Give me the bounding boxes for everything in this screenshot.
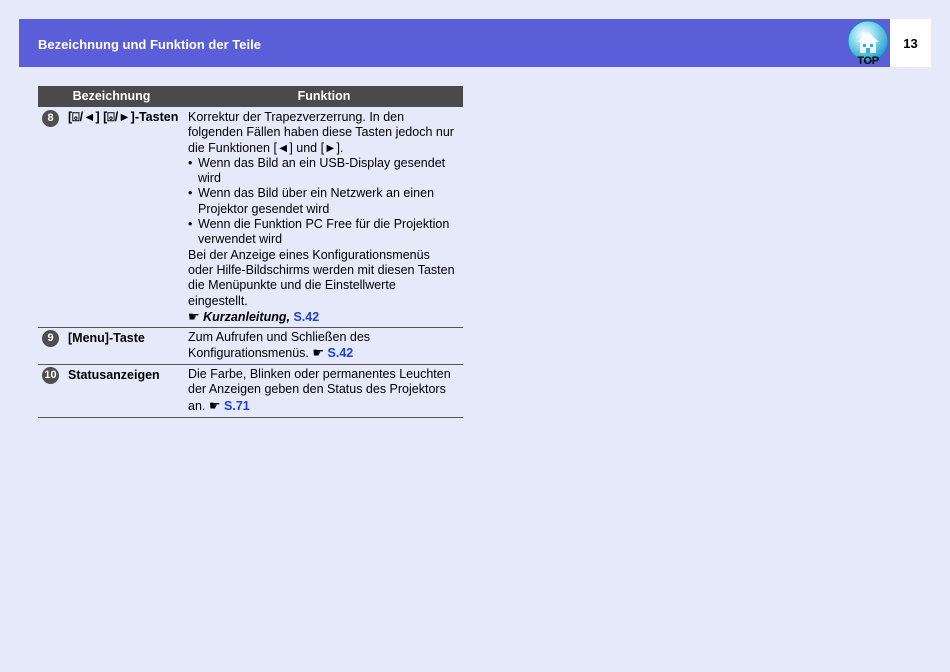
bullet-item: • Wenn das Bild an ein USB-Display gesendet wird (188, 156, 457, 187)
item-name: Statusanzeigen (68, 368, 160, 382)
pointing-hand-icon: ☛ (188, 308, 200, 324)
page-number-box (890, 19, 931, 67)
item-function (188, 328, 463, 362)
function-text (188, 367, 457, 414)
item-function (188, 365, 463, 414)
function-intro: Korrektur der Trapezverzerrung. In den folgenden Fällen haben diese Tasten jedoch nur die Funktionen [◄] und [►]. (188, 110, 454, 155)
item-name: [Menu]-Taste (68, 331, 145, 345)
pointing-hand-icon: ☛ (312, 345, 325, 361)
item-number-badge: 8 (42, 110, 59, 127)
reference-label: Kurzanleitung, (203, 309, 290, 324)
item-number-badge: 10 (42, 367, 59, 384)
page-number: 13 (903, 36, 918, 51)
page-title: Bezeichnung und Funktion der Teile (38, 37, 261, 52)
table-header (38, 86, 463, 107)
column-header-function: Funktion (297, 89, 351, 103)
bullet-item: • Wenn das Bild über ein Netzwerk an einen Projektor gesendet wird (188, 186, 457, 217)
bullet-item: • Wenn die Funktion PC Free für die Projektion verwendet wird (188, 217, 457, 248)
header-bar (19, 19, 890, 67)
item-number-badge: 9 (42, 330, 59, 347)
column-header-name: Bezeichnung (72, 89, 151, 103)
table-row (38, 327, 463, 364)
top-button[interactable] (846, 20, 890, 68)
page-link[interactable]: S.71 (224, 398, 250, 413)
pointing-hand-icon: ☛ (208, 397, 221, 413)
page-link[interactable]: S.42 (327, 346, 354, 361)
table-row (38, 107, 463, 327)
page-link[interactable]: S.42 (293, 309, 320, 324)
reference-line (188, 309, 457, 325)
top-label: TOP (857, 55, 879, 67)
function-description: Die Farbe, Blinken oder permanentes Leuchten der Anzeigen geben den Status des Projektors an. (188, 367, 451, 413)
function-outro: Bei der Anzeige eines Konfigurationsmenüs oder Hilfe-Bildschirms werden mit diesen Tasten die Menüpunkte und die Einstellwerte eingestellt. (188, 247, 455, 308)
parts-table (38, 86, 463, 418)
function-description: Zum Aufrufen und Schließen des Konfigurationsmenüs. (188, 330, 371, 361)
function-text (188, 330, 457, 362)
item-function (188, 107, 463, 325)
table-row (38, 364, 463, 417)
item-name: [⌻/◄] [⌻/►]-Tasten (68, 110, 179, 124)
